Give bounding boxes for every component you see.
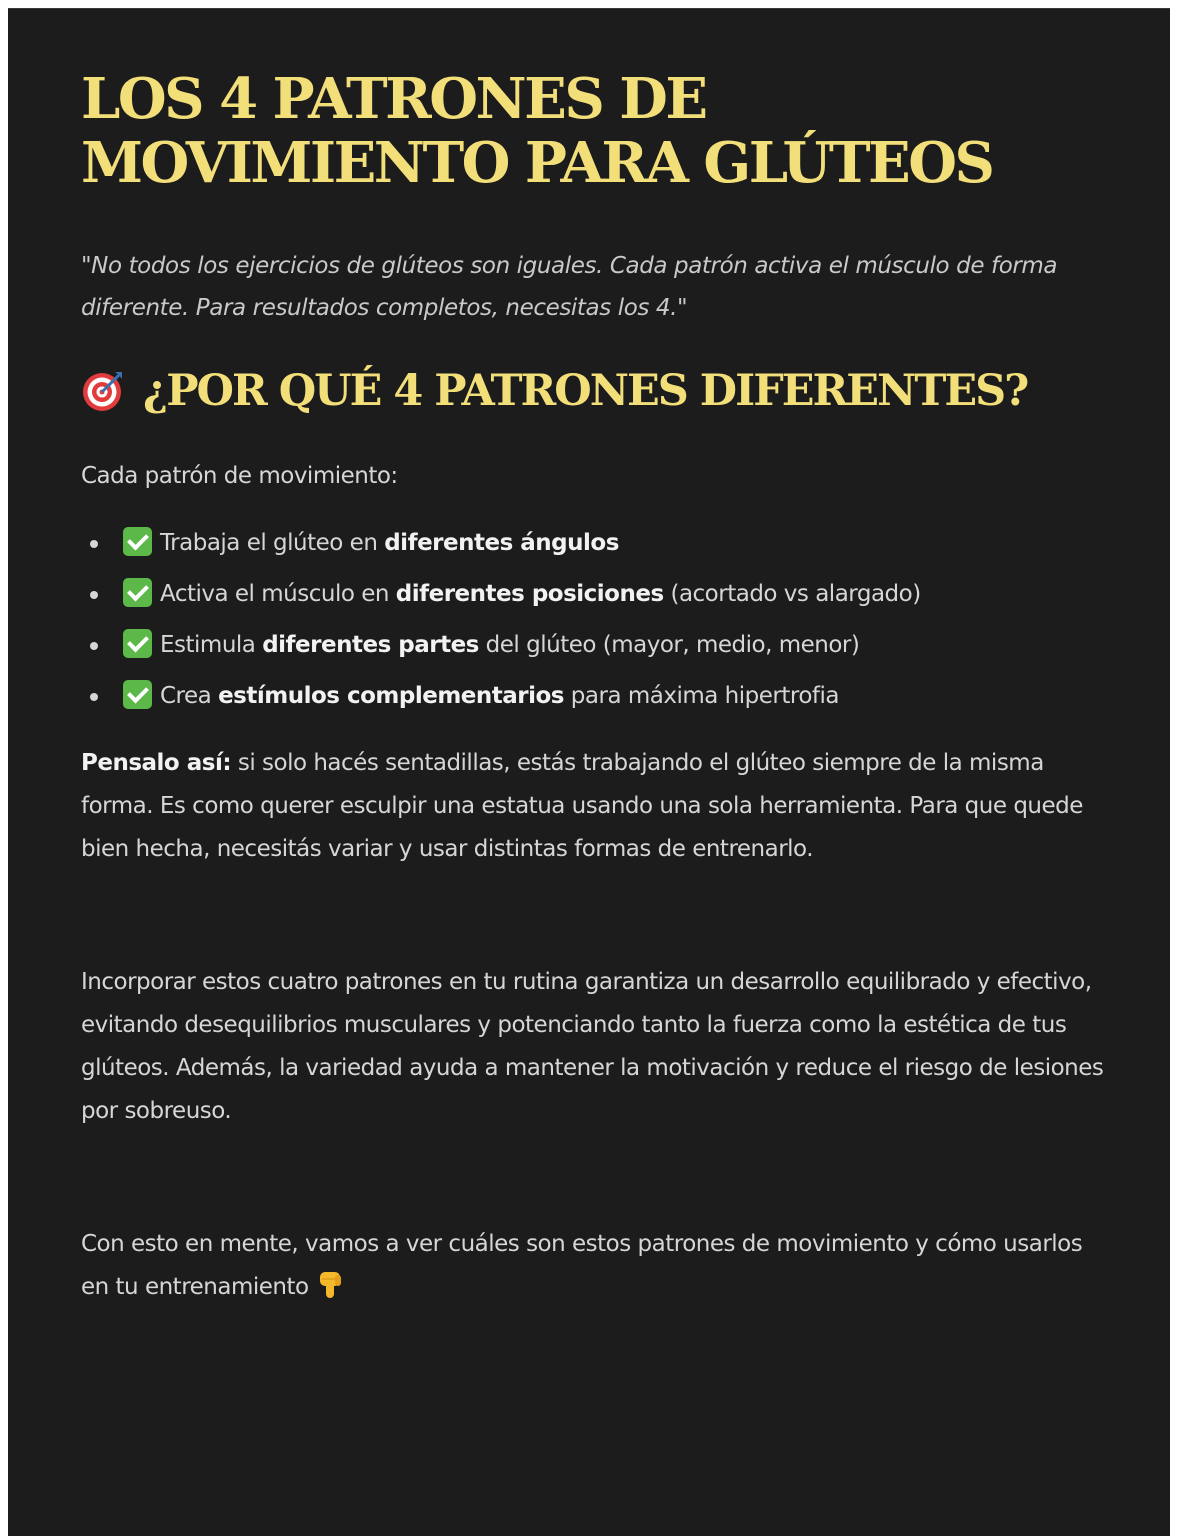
bold-phrase: estímulos complementarios (218, 683, 564, 709)
pointing-down-icon (317, 1270, 343, 1300)
document-page (8, 8, 1170, 1536)
check-mark-icon (123, 527, 152, 556)
benefits-list (81, 522, 1111, 726)
section-heading-text: ¿POR QUÉ 4 PATRONES DIFERENTES? (143, 366, 1028, 416)
check-mark-icon (123, 629, 152, 658)
list-item: Activa el músculo en diferentes posiciones (acortado vs alargado) (81, 573, 1111, 624)
bold-phrase: diferentes ángulos (384, 530, 619, 556)
list-item: Estimula diferentes partes del glúteo (mayor, medio, menor) (81, 624, 1111, 675)
bullet-dot (90, 540, 98, 548)
list-item: Trabaja el glúteo en diferentes ángulos (81, 522, 1111, 573)
bold-phrase: diferentes posiciones (395, 581, 664, 607)
intro-text: Cada patrón de movimiento: (81, 463, 398, 489)
check-mark-icon (123, 680, 152, 709)
section-heading (81, 361, 1027, 421)
page-title: LOS 4 PATRONES DE MOVIMIENTO PARA GLÚTEOS (81, 66, 993, 196)
check-mark-icon (123, 578, 152, 607)
intro-quote: "No todos los ejercicios de glúteos son iguales. Cada patrón activa el músculo de forma diferente. Para resultados completos, necesitas los 4." (81, 253, 1058, 321)
bullet-dot (90, 693, 98, 701)
bold-phrase: diferentes partes (262, 632, 479, 658)
paragraph-analogy: Pensalo así: si solo hacés sentadillas, estás trabajando el glúteo siempre de la misma forma. Es como querer esculpir una estatua usando una sola herramienta. Para que quede bien hecha, necesitás variar y usar distintas formas de entrenarlo. (81, 750, 1083, 862)
paragraph-benefits: Incorporar estos cuatro patrones en tu rutina garantiza un desarrollo equilibrado y efectivo, evitando desequilibrios musculares y potenciando tanto la fuerza como la estética de tus glúteos. Además, la variedad ayuda a mantener la motivación y reduce el riesgo de lesiones por sobreuso. (81, 969, 1104, 1124)
paragraph-closing: Con esto en mente, vamos a ver cuáles son estos patrones de movimiento y cómo usarlos en tu entrenamiento (81, 1231, 1083, 1300)
paragraph-lead: Pensalo así: (81, 750, 232, 776)
bullet-dot (90, 591, 98, 599)
bullet-dot (90, 642, 98, 650)
target-icon (81, 369, 125, 413)
list-item: Crea estímulos complementarios para máxima hipertrofia (81, 675, 1111, 726)
